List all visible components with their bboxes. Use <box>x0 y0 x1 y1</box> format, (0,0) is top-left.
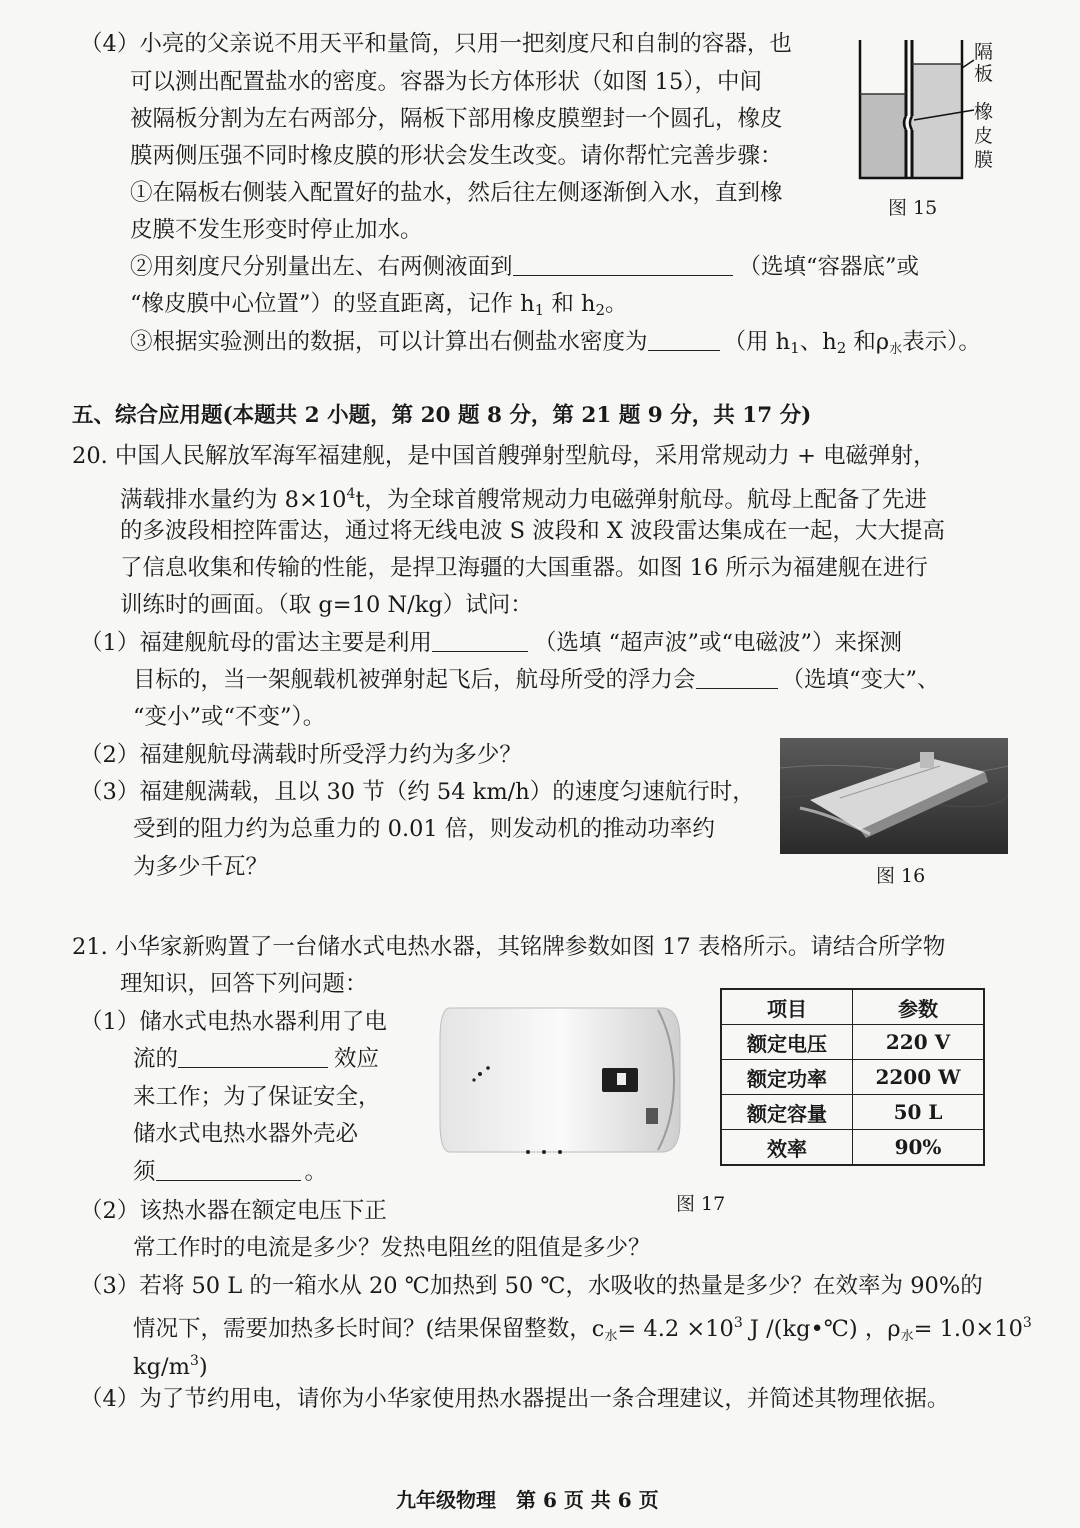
q20-part1-line2 <box>133 664 940 696</box>
q4-step3-text-d: 和ρ <box>846 329 890 355</box>
q20-part3-line1: （3）福建舰满载，且以 30 节（约 54 km/h）的速度匀速航行时， <box>80 779 755 805</box>
q20-part3-line3: 为多少千瓦？ <box>133 854 269 880</box>
q4-step2-blank[interactable] <box>513 251 733 276</box>
q21-c-exponent: 3 <box>733 1315 743 1331</box>
q4-step3-h1-sub: 1 <box>790 339 800 357</box>
table-cell: 额定功率 <box>721 1060 853 1095</box>
q4-step3-text-b: （用 h <box>723 329 791 355</box>
page-footer: 九年级物理 第 6 页 共 6 页 <box>396 1488 659 1512</box>
q4-step2-line2 <box>130 288 628 326</box>
q4-line-3: 被隔板分割为左右两部分，隔板下部用橡皮膜塑封一个圆孔，橡皮 <box>130 106 783 132</box>
table-cell: 额定容量 <box>721 1095 853 1130</box>
q21-part4: （4）为了节约用电，请你为小华家使用热水器提出一条合理建议，并简述其物理依据。 <box>80 1386 950 1412</box>
heater-spec-table <box>720 988 985 1166</box>
q20-line-2a: 满载排水量约为 8×10 <box>120 487 347 513</box>
q21-rho-exponent: 3 <box>1022 1315 1032 1331</box>
q4-line-4: 膜两侧压强不同时橡皮膜的形状会发生改变。请你帮忙完善步骤： <box>130 143 783 169</box>
q4-step3-text-a: ③根据实验测出的数据，可以计算出右侧盐水密度为 <box>130 329 648 355</box>
q21-part2-line2: 常工作时的电流是多少？发热电阻丝的阻值是多少？ <box>133 1235 651 1261</box>
q4-step3-text-c: 、h <box>799 329 837 355</box>
table-row <box>721 1060 984 1095</box>
aircraft-carrier-icon <box>780 738 1008 854</box>
q21-part1-f: 须 <box>133 1159 156 1185</box>
q20-part1-b: （选填 “超声波”或“电磁波”）来探测 <box>533 630 902 656</box>
table-cell: 90% <box>853 1130 985 1166</box>
q21-line-2: 理知识，回答下列问题： <box>120 971 368 997</box>
q21-part1-line2 <box>133 1043 379 1075</box>
q21-part1-line5 <box>133 1156 327 1188</box>
q20-line-3: 的多波段相控阵雷达，通过将无线电波 S 波段和 X 波段雷达集成在一起，大大提高 <box>120 518 946 544</box>
label-partition-1: 隔 <box>974 41 994 63</box>
q4-line-1: （4）小亮的父亲说不用天平和量筒，只用一把刻度尺和自制的容器，也 <box>80 31 792 57</box>
figure-15-caption: 图 15 <box>888 197 938 219</box>
q20-line-4: 了信息收集和传输的性能，是捍卫海疆的大国重器。如图 16 所示为福建舰在进行 <box>120 555 928 581</box>
q21-part1-c: 效应 <box>334 1046 380 1072</box>
q21-part1-blank2[interactable] <box>156 1156 301 1181</box>
q4-h2-subscript: 2 <box>595 301 606 319</box>
table-header-row <box>721 989 984 1025</box>
q20-exponent: 4 <box>346 486 356 502</box>
q21-part1-b: 流的 <box>133 1046 179 1072</box>
section-5-heading: 五、综合应用题(本题共 2 小题，第 20 题 8 分，第 21 题 9 分，共 17 分) <box>72 403 812 428</box>
q4-step2-text-b: （选填“容器底”或 <box>738 254 920 280</box>
water-heater-photo <box>436 1000 686 1164</box>
label-partition-2: 板 <box>974 63 994 85</box>
q4-step3-rho-sub: 水 <box>889 342 903 357</box>
q20-part1-a: （1）福建舰航母的雷达主要是利用 <box>80 630 432 656</box>
table-header-param: 参数 <box>853 989 985 1025</box>
table-cell: 220 V <box>853 1025 985 1060</box>
q20-part2: （2）福建舰航母满载时所受浮力约为多少？ <box>80 742 522 768</box>
q20-part1-blank2[interactable] <box>696 664 778 689</box>
q21-c-water-sub: 水 <box>604 1329 618 1344</box>
q4-step2-text-c: “橡皮膜中心位置”）的竖直距离，记作 h <box>130 291 535 317</box>
q20-part3-line2: 受到的阻力约为总重力的 0.01 倍，则发动机的推动功率约 <box>133 816 715 842</box>
q4-h1-subscript: 1 <box>534 301 545 319</box>
figure-17-caption: 图 17 <box>676 1193 726 1215</box>
table-cell: 额定电压 <box>721 1025 853 1060</box>
label-membrane-1: 橡 <box>974 101 994 123</box>
q21-part1-line4: 储水式电热水器外壳必 <box>133 1121 359 1147</box>
q20-part1-line3: “变小”或“不变”）。 <box>133 704 326 730</box>
q4-step2-text-d: 和 h <box>544 291 596 317</box>
q4-step3-h2-sub: 2 <box>836 339 847 357</box>
q21-part3-b2: = 4.2 ×10 <box>617 1316 734 1342</box>
q21-part3-c2: ) <box>198 1354 208 1380</box>
q21-part3-line3 <box>133 1345 208 1383</box>
q4-step2-text-e: 。 <box>605 291 628 317</box>
q4-step3-line <box>130 326 981 366</box>
q4-line-2: 可以测出配置盐水的密度。容器为长方体形状（如图 15），中间 <box>130 69 763 95</box>
label-membrane-3: 膜 <box>974 149 994 171</box>
q21-rho-water-sub: 水 <box>900 1329 914 1344</box>
q4-step3-text-e: 表示）。 <box>902 329 981 355</box>
q20-line-5: 训练时的画面。（取 g=10 N/kg）试问： <box>120 592 533 618</box>
figure-16-carrier-photo <box>780 738 1008 854</box>
q4-step2-line1 <box>130 251 919 283</box>
q4-line-6: 皮膜不发生形变时停止加水。 <box>130 217 423 243</box>
q21-part3-line1: （3）若将 50 L 的一箱水从 20 ℃加热到 50 ℃，水吸收的热量是多少？在效率为 90%的 <box>80 1273 983 1299</box>
q21-part3-b1: 情况下，需要加热多长时间？(结果保留整数，c <box>133 1316 605 1342</box>
q21-part3-b4: = 1.0×10 <box>913 1316 1023 1342</box>
q21-part1-g: 。 <box>304 1159 328 1185</box>
q20-line-2 <box>120 478 927 516</box>
q21-unit-exponent: 3 <box>189 1353 199 1369</box>
q21-part3-line2 <box>133 1307 1032 1353</box>
q21-part1-blank1[interactable] <box>178 1043 328 1068</box>
table-row <box>721 1025 984 1060</box>
q20-part1-d: （选填“变大”、 <box>781 667 940 693</box>
q20-part1-blank1[interactable] <box>432 627 528 652</box>
water-heater-icon <box>436 1000 686 1164</box>
q21-line-1: 21. 小华家新购置了一台储水式电热水器，其铭牌参数如图 17 表格所示。请结合所学物 <box>72 934 946 960</box>
table-row <box>721 1130 984 1166</box>
q4-line-5: ①在隔板右侧装入配置好的盐水，然后往左侧逐渐倒入水，直到橡 <box>130 180 783 206</box>
q21-part3-b3: J /(kg•℃) ，ρ <box>742 1316 901 1342</box>
q21-part1-line3: 来工作；为了保证安全， <box>133 1084 381 1110</box>
table-cell: 2200 W <box>853 1060 985 1095</box>
figure-15-container-diagram <box>858 38 1008 188</box>
table-header-item: 项目 <box>721 989 853 1025</box>
table-cell: 效率 <box>721 1130 853 1166</box>
table-cell: 50 L <box>853 1095 985 1130</box>
q20-line-1: 20. 中国人民解放军海军福建舰，是中国首艘弹射型航母，采用常规动力 + 电磁弹射， <box>72 443 936 469</box>
q4-step2-text-a: ②用刻度尺分别量出左、右两侧液面到 <box>130 254 513 280</box>
q20-part1-c: 目标的，当一架舰载机被弹射起飞后，航母所受的浮力会 <box>133 667 696 693</box>
q21-part2-line1: （2）该热水器在额定电压下正 <box>80 1198 387 1224</box>
q4-step3-blank[interactable] <box>648 326 720 351</box>
label-membrane-2: 皮 <box>974 125 994 147</box>
q20-line-2b: t，为全球首艘常规动力电磁弹射航母。航母上配备了先进 <box>355 487 927 513</box>
q21-part1-line1: （1）储水式电热水器利用了电 <box>80 1009 387 1035</box>
table-row <box>721 1095 984 1130</box>
figure-16-caption: 图 16 <box>876 865 926 887</box>
q20-part1-line1 <box>80 627 902 659</box>
q21-part3-c1: kg/m <box>133 1354 190 1380</box>
